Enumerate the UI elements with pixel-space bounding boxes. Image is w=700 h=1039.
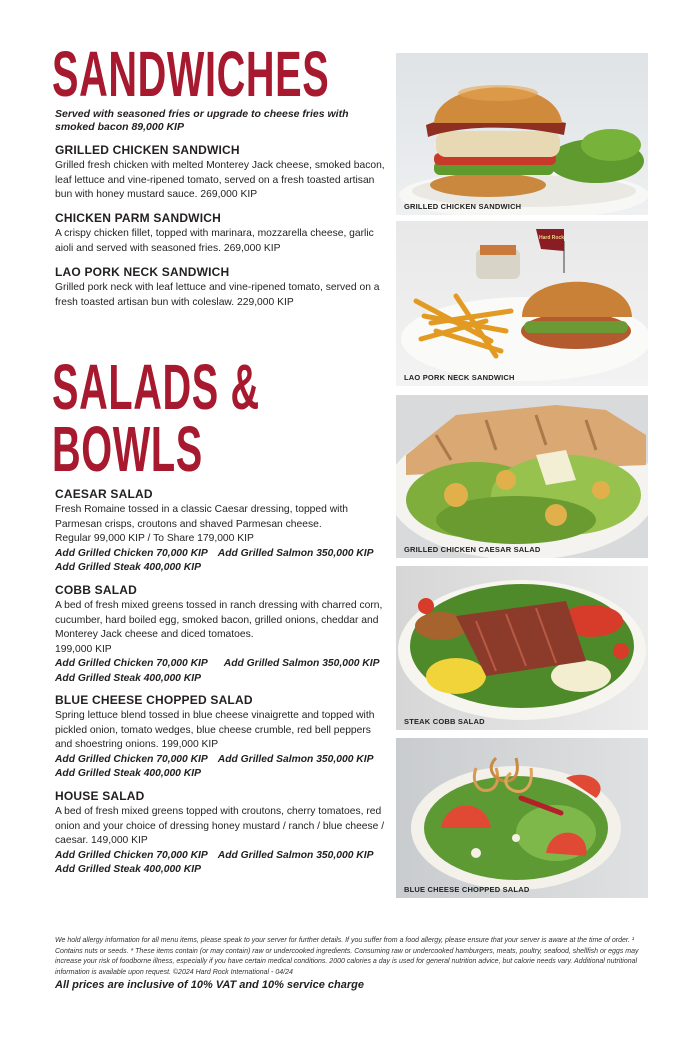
- allergy-disclaimer: We hold allergy information for all menu items, please speak to your server for further details. If you suffer from a food allergy, please ensure that your server is aware at the time of order. ¹ Contains nuts or seeds. * These items contain (or may contain) raw or undercooked ingredients. Consuming raw or undercooked hamburgers, meats, poultry, seafood, shellfish or eggs may increase your risk of foodborne illness, especially if you have certain medical conditions. 2000 calories a day is used for general nutrition advice, but calorie needs vary. Additional nutritional information is available upon request. ©2024 Hard Rock International - 04/24: [55, 937, 639, 976]
- addon-options: [55, 753, 390, 782]
- item-description: Grilled fresh chicken with melted Monterey Jack cheese, smoked bacon, leaf lettuce and vine-ripened tomato, served on a fresh toasted artisan bun with honey mustard sauce. 269,000 KIP: [55, 160, 385, 200]
- addon-salmon: Add Grilled Salmon 350,000 KIP: [217, 547, 374, 559]
- addon-options: [55, 849, 390, 878]
- addon-salmon: Add Grilled Salmon 350,000 KIP: [217, 753, 374, 765]
- menu-item-house-salad: [55, 789, 390, 878]
- photo-grilled-chicken-sandwich: [396, 53, 648, 215]
- addon-chicken: Add Grilled Chicken 70,000 KIP: [55, 547, 208, 559]
- item-name: BLUE CHEESE CHOPPED SALAD: [55, 693, 253, 707]
- menu-item-chicken-parm-sandwich: [55, 211, 390, 256]
- addon-steak: Add Grilled Steak 400,000 KIP: [55, 864, 201, 875]
- item-price: 199,000 KIP: [55, 643, 112, 655]
- sandwich-intro: Served with seasoned fries or upgrade to cheese fries with smoked bacon 89,000 KIP: [55, 108, 349, 133]
- photo-caption: GRILLED CHICKEN CAESAR SALAD: [404, 545, 541, 554]
- photo-caption: LAO PORK NECK SANDWICH: [404, 373, 515, 382]
- addon-steak: Add Grilled Steak 400,000 KIP: [55, 672, 201, 684]
- photo-caption: STEAK COBB SALAD: [404, 717, 485, 726]
- photo-steak-cobb-salad: [396, 566, 648, 730]
- item-description: Spring lettuce blend tossed in blue cheese vinaigrette and topped with pickled onion, tomato wedges, blue cheese crumble, red bell peppers and shoestring onions. 199,000 KIP: [55, 710, 375, 750]
- menu-item-grilled-chicken-sandwich: [55, 143, 390, 203]
- vat-notice: All prices are inclusive of 10% VAT and 10% service charge: [55, 979, 364, 991]
- item-name: CHICKEN PARM SANDWICH: [55, 211, 221, 225]
- addon-salmon: Add Grilled Salmon 350,000 KIP: [217, 849, 374, 861]
- addon-options: [55, 657, 390, 686]
- sandwich-fries-illustration: [396, 221, 648, 386]
- menu-item-blue-cheese-chopped-salad: [55, 693, 390, 782]
- item-name: LAO PORK NECK SANDWICH: [55, 265, 230, 279]
- addon-salmon: Add Grilled Salmon 350,000 KIP: [223, 658, 380, 669]
- item-name: HOUSE SALAD: [55, 789, 145, 803]
- photo-caption: GRILLED CHICKEN SANDWICH: [404, 202, 522, 211]
- item-name: GRILLED CHICKEN SANDWICH: [55, 143, 240, 157]
- item-description: A crispy chicken fillet, topped with marinara, mozzarella cheese, garlic aioli and served with seasoned fries. 269,000 KIP: [55, 228, 374, 254]
- item-description: A bed of fresh mixed greens tossed in ranch dressing with charred corn, cucumber, hard boiled egg, smoked bacon, grilled onions, cheddar and Monterey Jack cheese and diced tomatoes.: [55, 600, 383, 640]
- sandwiches-heading: SANDWICHES: [52, 38, 330, 110]
- item-description: Grilled pork neck with leaf lettuce and vine-ripened tomato, served on a fresh toasted artisan bun with coleslaw. 229,000 KIP: [55, 282, 380, 308]
- cobb-salad-illustration: [396, 566, 648, 730]
- menu-item-caesar-salad: [55, 487, 390, 576]
- item-name: COBB SALAD: [55, 583, 137, 597]
- photo-grilled-chicken-caesar-salad: [396, 395, 648, 558]
- salads-heading-line1: SALADS &: [52, 351, 260, 423]
- photo-caption: BLUE CHEESE CHOPPED SALAD: [404, 885, 530, 894]
- item-description: A bed of fresh mixed greens topped with croutons, cherry tomatoes, red onion and your choice of dressing honey mustard / ranch / blue cheese / caesar. 149,000 KIP: [55, 806, 385, 846]
- addon-chicken: Add Grilled Chicken 70,000 KIP: [55, 849, 208, 861]
- caesar-salad-illustration: [396, 395, 648, 558]
- item-name: CAESAR SALAD: [55, 487, 153, 501]
- addon-options: [55, 547, 390, 576]
- menu-item-lao-pork-neck-sandwich: [55, 265, 390, 310]
- addon-chicken: Add Grilled Chicken 70,000 KIP: [55, 753, 208, 765]
- photo-lao-pork-neck-sandwich: [396, 221, 648, 386]
- addon-steak: Add Grilled Steak 400,000 KIP: [55, 768, 201, 779]
- chopped-salad-illustration: [396, 738, 648, 898]
- addon-steak: Add Grilled Steak 400,000 KIP: [55, 562, 201, 573]
- photo-blue-cheese-chopped-salad: [396, 738, 648, 898]
- menu-item-cobb-salad: [55, 583, 390, 686]
- salads-bowls-heading: [52, 351, 260, 485]
- flag-label: Hard Rock: [539, 235, 565, 241]
- item-price: Regular 99,000 KIP / To Share 179,000 KIP: [55, 533, 254, 544]
- item-description: Fresh Romaine tossed in a classic Caesar dressing, topped with Parmesan crisps, croutons and shaved Parmesan cheese.: [55, 504, 349, 530]
- burger-illustration: [396, 53, 648, 215]
- addon-chicken: Add Grilled Chicken 70,000 KIP: [55, 658, 208, 669]
- salads-heading-line2: BOWLS: [52, 413, 203, 485]
